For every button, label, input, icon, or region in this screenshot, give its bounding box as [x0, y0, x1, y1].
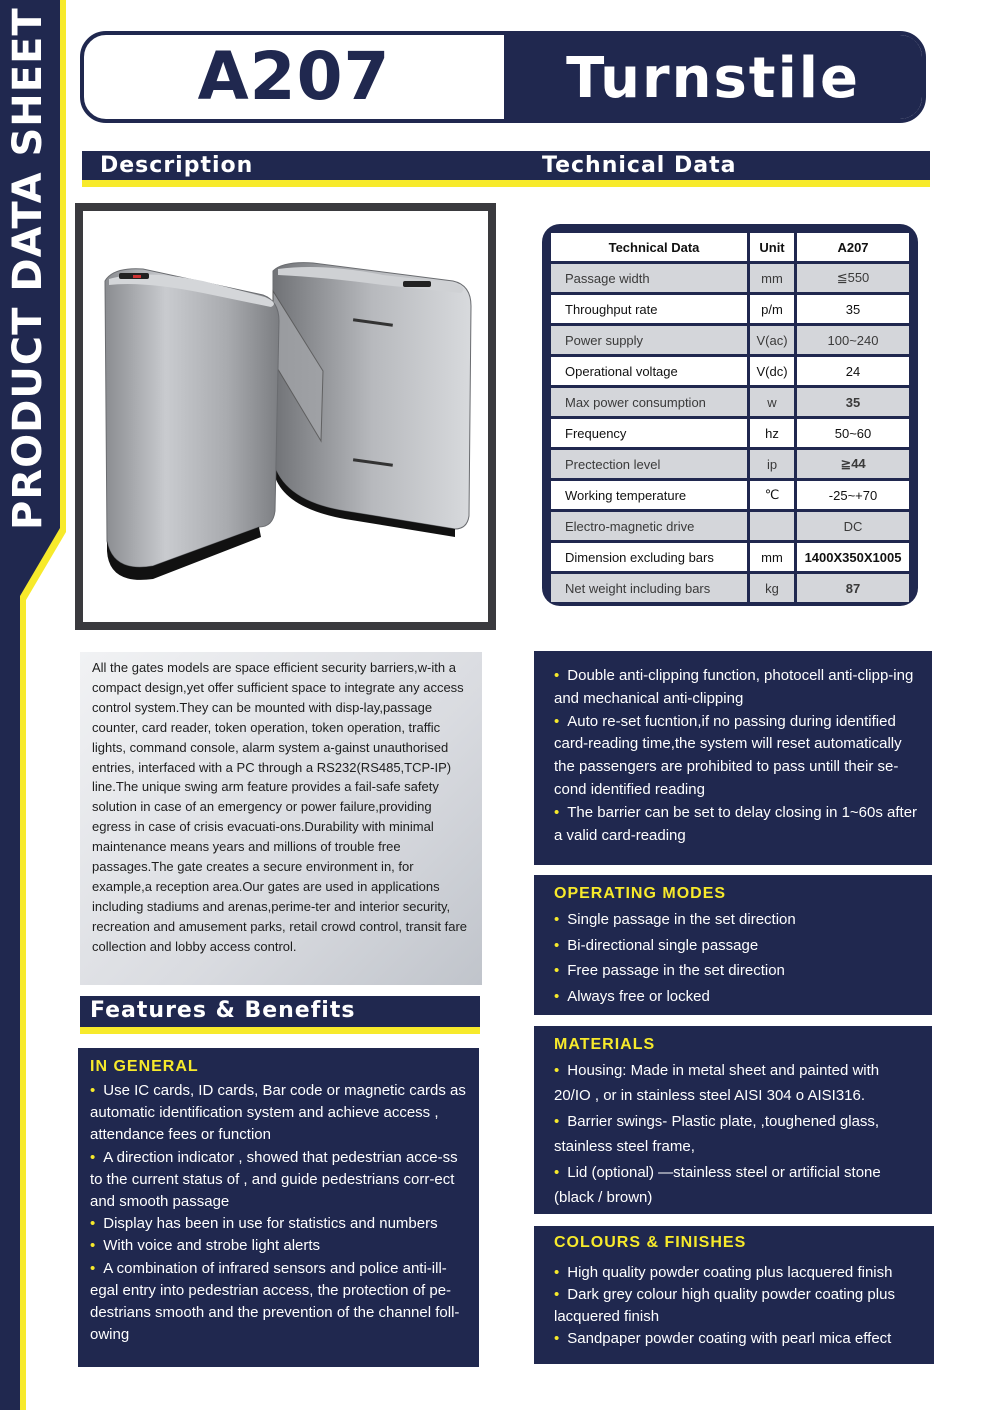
- row-name: Power supply: [551, 326, 747, 354]
- row-unit: mm: [750, 264, 794, 292]
- list-item-text: Bi-directional single passage: [567, 936, 759, 954]
- list-item: [554, 984, 916, 1010]
- bullet-icon: •: [554, 1264, 560, 1281]
- list-item-text: Sandpaper powder coating with pearl mica effect: [567, 1330, 892, 1347]
- table-row: [551, 357, 909, 385]
- list-item: [90, 1235, 467, 1257]
- bullet-icon: •: [554, 987, 560, 1005]
- bullet-icon: •: [554, 962, 560, 979]
- row-value: 24: [797, 357, 909, 385]
- row-name: Max power consumption: [551, 388, 747, 416]
- row-unit: w: [750, 388, 794, 416]
- list-item: [90, 1080, 467, 1147]
- table-row: [551, 450, 909, 478]
- operating-modes-box: [534, 875, 932, 1015]
- model-number: A207: [197, 38, 391, 115]
- list-item: [554, 1160, 916, 1210]
- table-row: [551, 574, 909, 602]
- in-general-box: [78, 1048, 479, 1367]
- bullet-icon: •: [554, 712, 560, 730]
- in-general-heading: IN GENERAL: [90, 1058, 199, 1075]
- table-header-name: Technical Data: [551, 233, 747, 261]
- list-item-text: High quality powder coating plus lacquered finish: [567, 1264, 893, 1281]
- table-row: [551, 512, 909, 540]
- list-item: [554, 802, 918, 848]
- bullet-icon: •: [554, 1062, 560, 1079]
- list-item: [554, 1328, 918, 1350]
- row-value: ≦550: [797, 264, 909, 292]
- row-value: -25~+70: [797, 481, 909, 509]
- row-name: Passage width: [551, 264, 747, 292]
- row-value: 35: [797, 388, 909, 416]
- table-header-model: A207: [797, 233, 909, 261]
- bullet-icon: •: [90, 1237, 96, 1255]
- list-item-text: With voice and strobe light alerts: [103, 1237, 321, 1255]
- row-value: 50~60: [797, 419, 909, 447]
- list-item-text: Free passage in the set direction: [567, 962, 785, 979]
- list-item-text: The barrier can be set to delay closing in 1~60s after a valid card-reading: [554, 803, 918, 844]
- list-item: [554, 1262, 918, 1284]
- row-unit: V(ac): [750, 326, 794, 354]
- list-item: [554, 958, 916, 984]
- list-item-text: Always free or locked: [567, 987, 710, 1005]
- list-item-text: Display has been in use for statistics and numbers: [103, 1215, 438, 1233]
- list-item-text: Single passage in the set direction: [567, 911, 796, 928]
- bullet-icon: •: [554, 803, 560, 821]
- side-title: PRODUCT DATA SHEET: [5, 7, 51, 530]
- list-item: [554, 665, 918, 711]
- materials-heading: MATERIALS: [554, 1036, 656, 1053]
- row-unit: [750, 512, 794, 540]
- list-item: [90, 1213, 467, 1235]
- list-item-text: Auto re-set fucntion,if no passing during identified card-reading time,the system will reset automatically the passengers are prohibited to pass untill their se-cond identified reading: [554, 712, 902, 798]
- operating-modes-heading: OPERATING MODES: [554, 885, 727, 902]
- bullet-icon: •: [90, 1215, 96, 1233]
- row-unit: hz: [750, 419, 794, 447]
- description-text: All the gates models are space efficient security barriers,w-ith a compact design,yet offer sufficient space to integrate any access control system.They can be mounted with disp-lay,passage counter, card reader, token operation, token operation, traffic lights, command console, alarm system a-gainst unauthorised entries, interfaced with a PC through a RS232(RS485,TCP-IP) line.The unique swing arm feature provides a fail-safe safety solution in case of an emergency or power failure,providing egress in case of crisis evacuati-ons.Durability with minimal maintenance means years and millions of trouble free passages.The gate creates a secure environment in, for example,a reception area.Our gates are used in applications including stadiums and arenas,perime-ter and interior security, recreation and amusement parks, retail crowd control, transit fare collection and lobby access control.: [92, 660, 468, 954]
- row-unit: ip: [750, 450, 794, 478]
- list-item: [90, 1258, 467, 1347]
- bullet-icon: •: [554, 936, 560, 954]
- row-name: Electro-magnetic drive: [551, 512, 747, 540]
- row-value: DC: [797, 512, 909, 540]
- feature-list-box: [534, 651, 932, 865]
- features-heading-bar: [80, 996, 480, 1034]
- table-row: [551, 543, 909, 571]
- bullet-icon: •: [554, 1330, 560, 1347]
- colours-finishes-heading: COLOURS & FINISHES: [554, 1234, 747, 1251]
- colours-finishes-box: [534, 1226, 934, 1364]
- technical-data-heading: Technical Data: [542, 153, 737, 178]
- row-value: ≧44: [797, 450, 909, 478]
- list-item: [554, 933, 916, 959]
- row-unit: ℃: [750, 481, 794, 509]
- row-unit: V(dc): [750, 357, 794, 385]
- list-item-text: Housing: Made in metal sheet and painted with 20/IO , or in stainless steel AISI 304 o AISI316.: [554, 1062, 880, 1104]
- bullet-icon: •: [554, 1286, 560, 1303]
- list-item: [554, 1058, 916, 1108]
- row-name: Operational voltage: [551, 357, 747, 385]
- list-item: [554, 711, 918, 802]
- turnstile-illustration: [83, 211, 488, 622]
- row-name: Dimension excluding bars: [551, 543, 747, 571]
- table-row: [551, 481, 909, 509]
- side-band: [0, 0, 66, 1410]
- row-name: Frequency: [551, 419, 747, 447]
- list-item-text: Dark grey colour high quality powder coating plus lacquered finish: [554, 1286, 895, 1325]
- bullet-icon: •: [90, 1148, 96, 1166]
- bullet-icon: •: [554, 667, 560, 684]
- product-photo: [75, 203, 496, 630]
- list-item-text: A direction indicator , showed that pedestrian acce-ss to the current status of , and guide pedestrians corr-ect and smooth passage: [90, 1148, 458, 1211]
- materials-box: [534, 1026, 932, 1214]
- table-row: [551, 419, 909, 447]
- row-value: 87: [797, 574, 909, 602]
- row-unit: mm: [750, 543, 794, 571]
- table-header-unit: Unit: [750, 233, 794, 261]
- row-unit: kg: [750, 574, 794, 602]
- row-name: Prectection level: [551, 450, 747, 478]
- product-name: Turnstile: [566, 46, 860, 111]
- section-heading-bar: [82, 151, 930, 187]
- table-row: [551, 388, 909, 416]
- row-name: Net weight including bars: [551, 574, 747, 602]
- bullet-icon: •: [554, 1113, 560, 1130]
- bullet-icon: •: [554, 911, 560, 928]
- list-item-text: A combination of infrared sensors and police anti-ill-egal entry into pedestrian access, the protection of pe-destrians smooth and the prevention of the channel foll-owing: [90, 1259, 460, 1344]
- list-item: [554, 1109, 916, 1159]
- list-item-text: Double anti-clipping function, photocell anti-clipp-ing and mechanical anti-clipping: [554, 667, 914, 707]
- list-item: [554, 907, 916, 933]
- header-banner: [80, 31, 926, 123]
- bullet-icon: •: [90, 1082, 96, 1099]
- table-row: [551, 295, 909, 323]
- list-item: [554, 1284, 918, 1328]
- bullet-icon: •: [90, 1259, 96, 1277]
- table-row: [551, 264, 909, 292]
- row-value: 1400X350X1005: [797, 543, 909, 571]
- list-item-text: Barrier swings- Plastic plate, ,toughened glass, stainless steel frame,: [554, 1113, 880, 1155]
- list-item-text: Lid (optional) —stainless steel or artificial stone (black / brown): [554, 1164, 881, 1206]
- row-value: 100~240: [797, 326, 909, 354]
- description-panel: [80, 652, 482, 985]
- list-item: [90, 1147, 467, 1214]
- technical-data-table: [542, 224, 918, 606]
- row-unit: p/m: [750, 295, 794, 323]
- bullet-icon: •: [554, 1164, 560, 1181]
- row-name: Working temperature: [551, 481, 747, 509]
- row-value: 35: [797, 295, 909, 323]
- row-name: Throughput rate: [551, 295, 747, 323]
- description-heading: Description: [100, 153, 254, 178]
- table-row: [551, 326, 909, 354]
- features-heading: Features & Benefits: [90, 998, 356, 1023]
- list-item-text: Use IC cards, ID cards, Bar code or magnetic cards as automatic identification system and achieve access , attendance fees or function: [90, 1082, 466, 1144]
